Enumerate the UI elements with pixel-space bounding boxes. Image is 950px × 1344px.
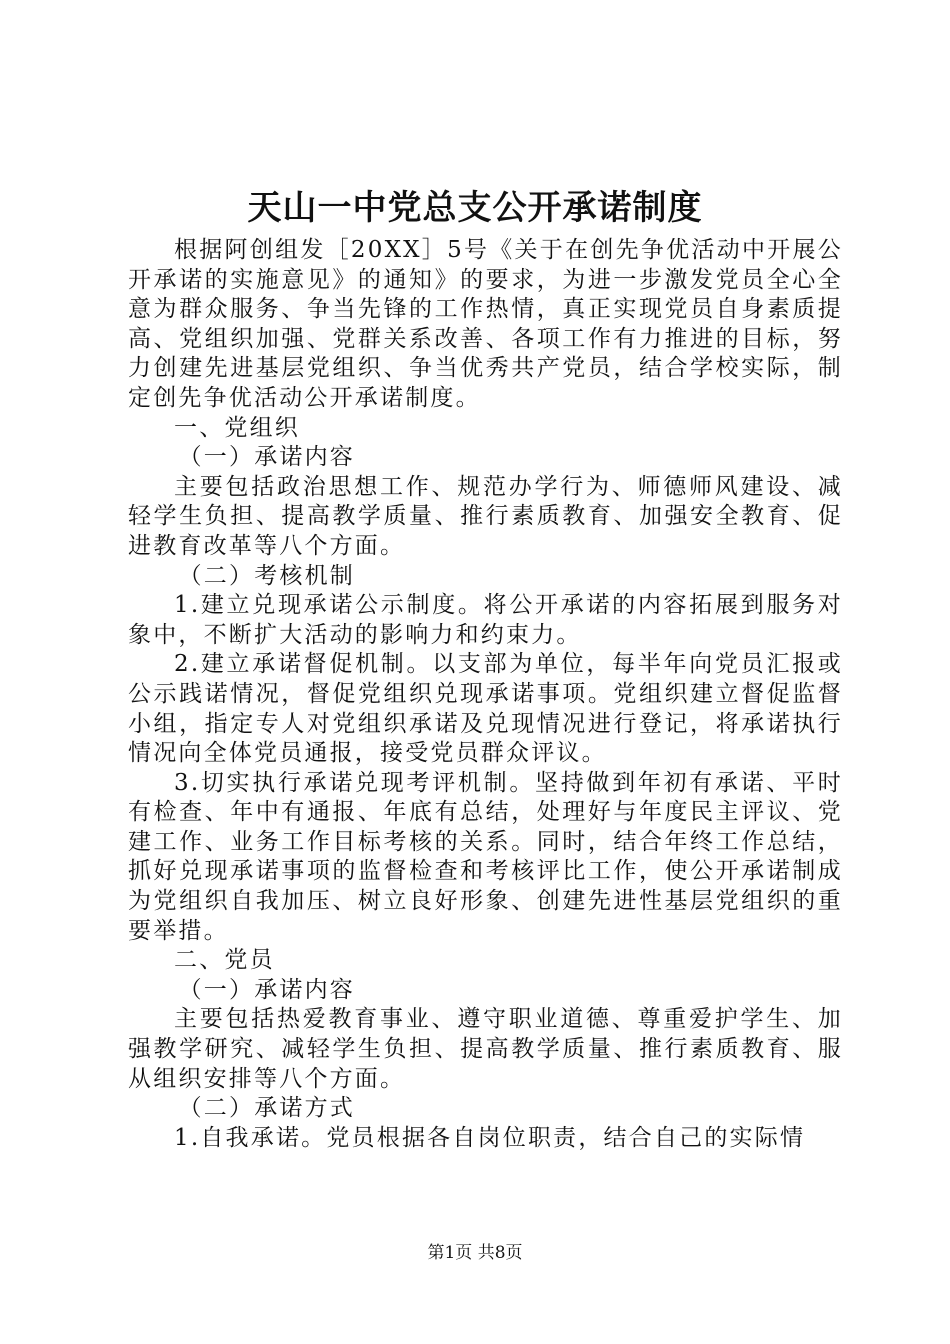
subheading-member-commitment-content: （一）承诺内容 bbox=[178, 976, 355, 1003]
paragraph-item-3: 3.切实执行承诺兑现考评机制。坚持做到年初有承诺、平时有检查、年中有通报、年底有总结，处理好与年度民主评议、党建工作、业务工作目标考核的关系。同时，结合年终工作总结，抓好兑现承诺事项的监督检查和考核评比工作，使公开承诺制成为党组织自我加压、树立良好形象、创建先进性基层党组织的重要举措。 bbox=[128, 769, 843, 944]
paragraph-org-content: 主要包括政治思想工作、规范办学行为、师德师风建设、减轻学生负担、提高教学质量、推行素质教育、加强安全教育、促进教育改革等八个方面。 bbox=[128, 473, 843, 559]
paragraph-intro: 根据阿创组发［20XX］5号《关于在创先争优活动中开展公开承诺的实施意见》的通知》的要求，为进一步激发党员全心全意为群众服务、争当先锋的工作热情，真正实现党员自身素质提高、党组织加强、党群关系改善、各项工作有力推进的目标，努力创建先进基层党组织、争当优秀共产党员，结合学校实际，制定创先争优活动公开承诺制度。 bbox=[128, 237, 843, 411]
document-body bbox=[128, 236, 843, 1153]
page-footer: 第1页 共8页 bbox=[427, 1243, 523, 1263]
paragraph-item-2: 2.建立承诺督促机制。以支部为单位，每半年向党员汇报或公示践诺情况，督促党组织兑现承诺事项。党组织建立督促监督小组，指定专人对党组织承诺及兑现情况进行登记，将承诺执行情况向全体党员通报，接受党员群众评议。 bbox=[128, 651, 843, 767]
subheading-commitment-content: （一）承诺内容 bbox=[178, 444, 355, 471]
paragraph-self-commitment: 1.自我承诺。党员根据各自岗位职责，结合自己的实际情 bbox=[174, 1124, 806, 1151]
paragraph-item-1: 1.建立兑现承诺公示制度。将公开承诺的内容拓展到服务对象中，不断扩大活动的影响力和约束力。 bbox=[128, 592, 843, 648]
document-title: 天山一中党总支公开承诺制度 bbox=[247, 188, 703, 228]
section-heading-party-members: 二、党员 bbox=[174, 947, 275, 974]
subheading-assessment-mechanism: （二）考核机制 bbox=[178, 562, 355, 589]
section-heading-party-organization: 一、党组织 bbox=[174, 414, 300, 441]
paragraph-member-content: 主要包括热爱教育事业、遵守职业道德、尊重爱护学生、加强教学研究、减轻学生负担、提高教学质量、推行素质教育、服从组织安排等八个方面。 bbox=[128, 1006, 843, 1092]
subheading-commitment-method: （二）承诺方式 bbox=[178, 1095, 355, 1122]
